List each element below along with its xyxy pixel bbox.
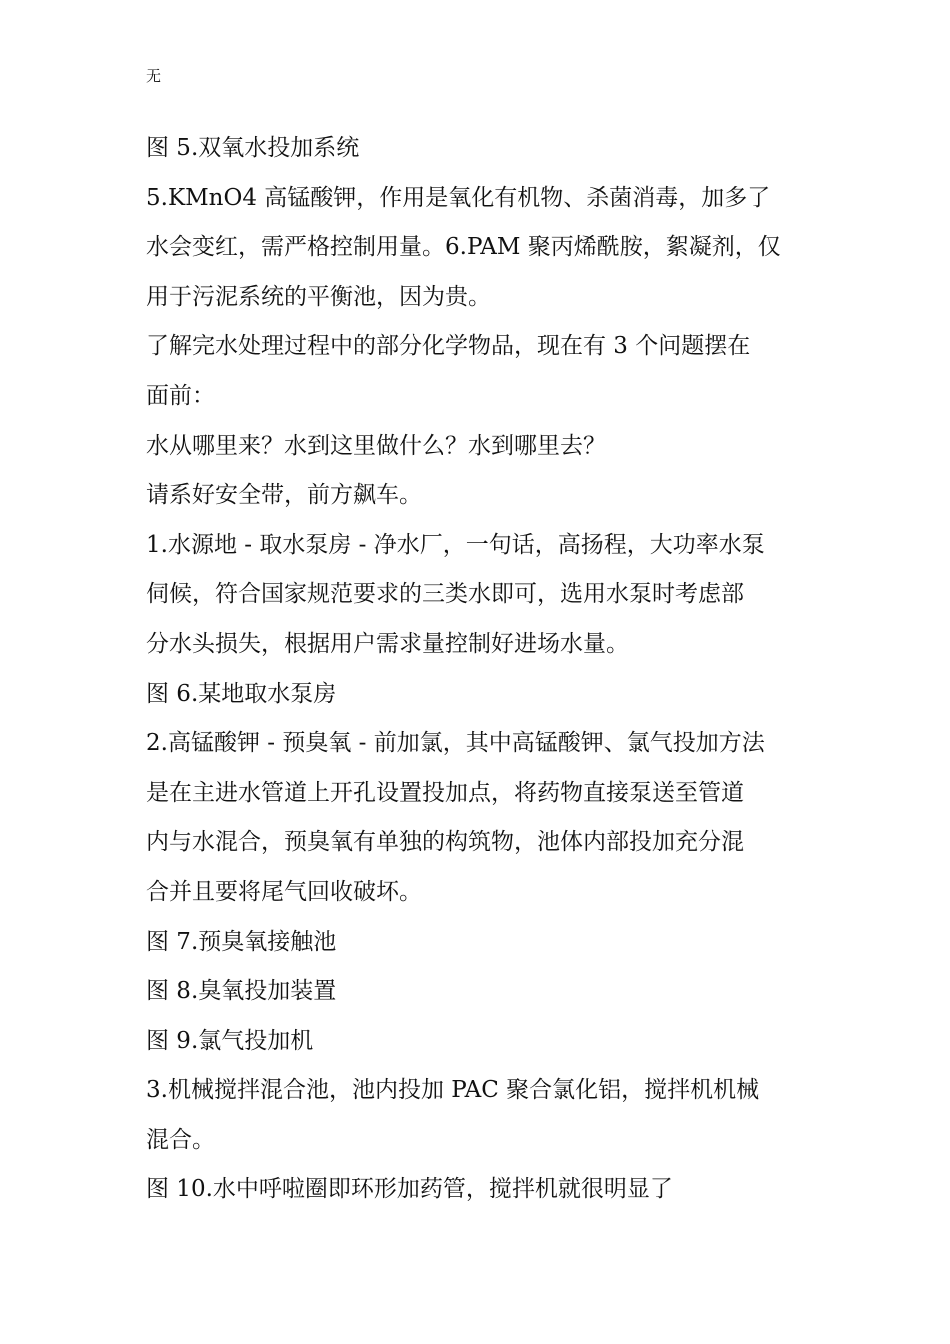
text-line: 5.KMnO4 高锰酸钾，作用是氧化有机物、杀菌消毒，加多了	[146, 184, 771, 211]
text-line-figure-10-caption: 图 10.水中呼啦圈即环形加药管，搅拌机就很明显了	[146, 1176, 673, 1203]
text-line-figure-7-caption: 图 7.预臭氧接触池	[146, 928, 337, 955]
text-line: 3.机械搅拌混合池，池内投加 PAC 聚合氯化铝，搅拌机机械	[146, 1077, 760, 1104]
text-line: 是在主进水管道上开孔设置投加点，将药物直接泵送至管道	[146, 779, 744, 806]
document-body	[146, 124, 810, 1215]
text-line: 水从哪里来？水到这里做什么？水到哪里去？	[146, 432, 606, 459]
text-line-figure-6-caption: 图 6.某地取水泵房	[146, 680, 337, 707]
text-line: 伺候，符合国家规范要求的三类水即可，选用水泵时考虑部	[146, 581, 744, 608]
text-line: 合并且要将尾气回收破坏。	[146, 878, 422, 905]
text-line: 内与水混合，预臭氧有单独的构筑物，池体内部投加充分混	[146, 829, 744, 856]
text-line: 2.高锰酸钾 - 预臭氧 - 前加氯，其中高锰酸钾、氯气投加方法	[146, 730, 765, 757]
text-line: 请系好安全带，前方飙车。	[146, 482, 422, 509]
text-line: 面前：	[146, 382, 215, 409]
text-line: 分水头损失，根据用户需求量控制好进场水量。	[146, 630, 629, 657]
text-line: 混合。	[146, 1126, 215, 1153]
text-line: 1.水源地 - 取水泵房 - 净水厂，一句话，高扬程，大功率水泵	[146, 531, 765, 558]
text-line-figure-5-caption: 图 5.双氧水投加系统	[146, 135, 360, 161]
text-line: 水会变红，需严格控制用量。6.PAM 聚丙烯酰胺，絮凝剂，仅	[146, 234, 781, 261]
text-line-figure-8-caption: 图 8.臭氧投加装置	[146, 978, 337, 1005]
text-line-figure-9-caption: 图 9.氯气投加机	[146, 1027, 314, 1054]
text-line: 了解完水处理过程中的部分化学物品，现在有 3 个问题摆在	[146, 333, 751, 360]
page-header: 无	[146, 67, 162, 85]
text-line: 用于污泥系统的平衡池，因为贵。	[146, 283, 491, 310]
